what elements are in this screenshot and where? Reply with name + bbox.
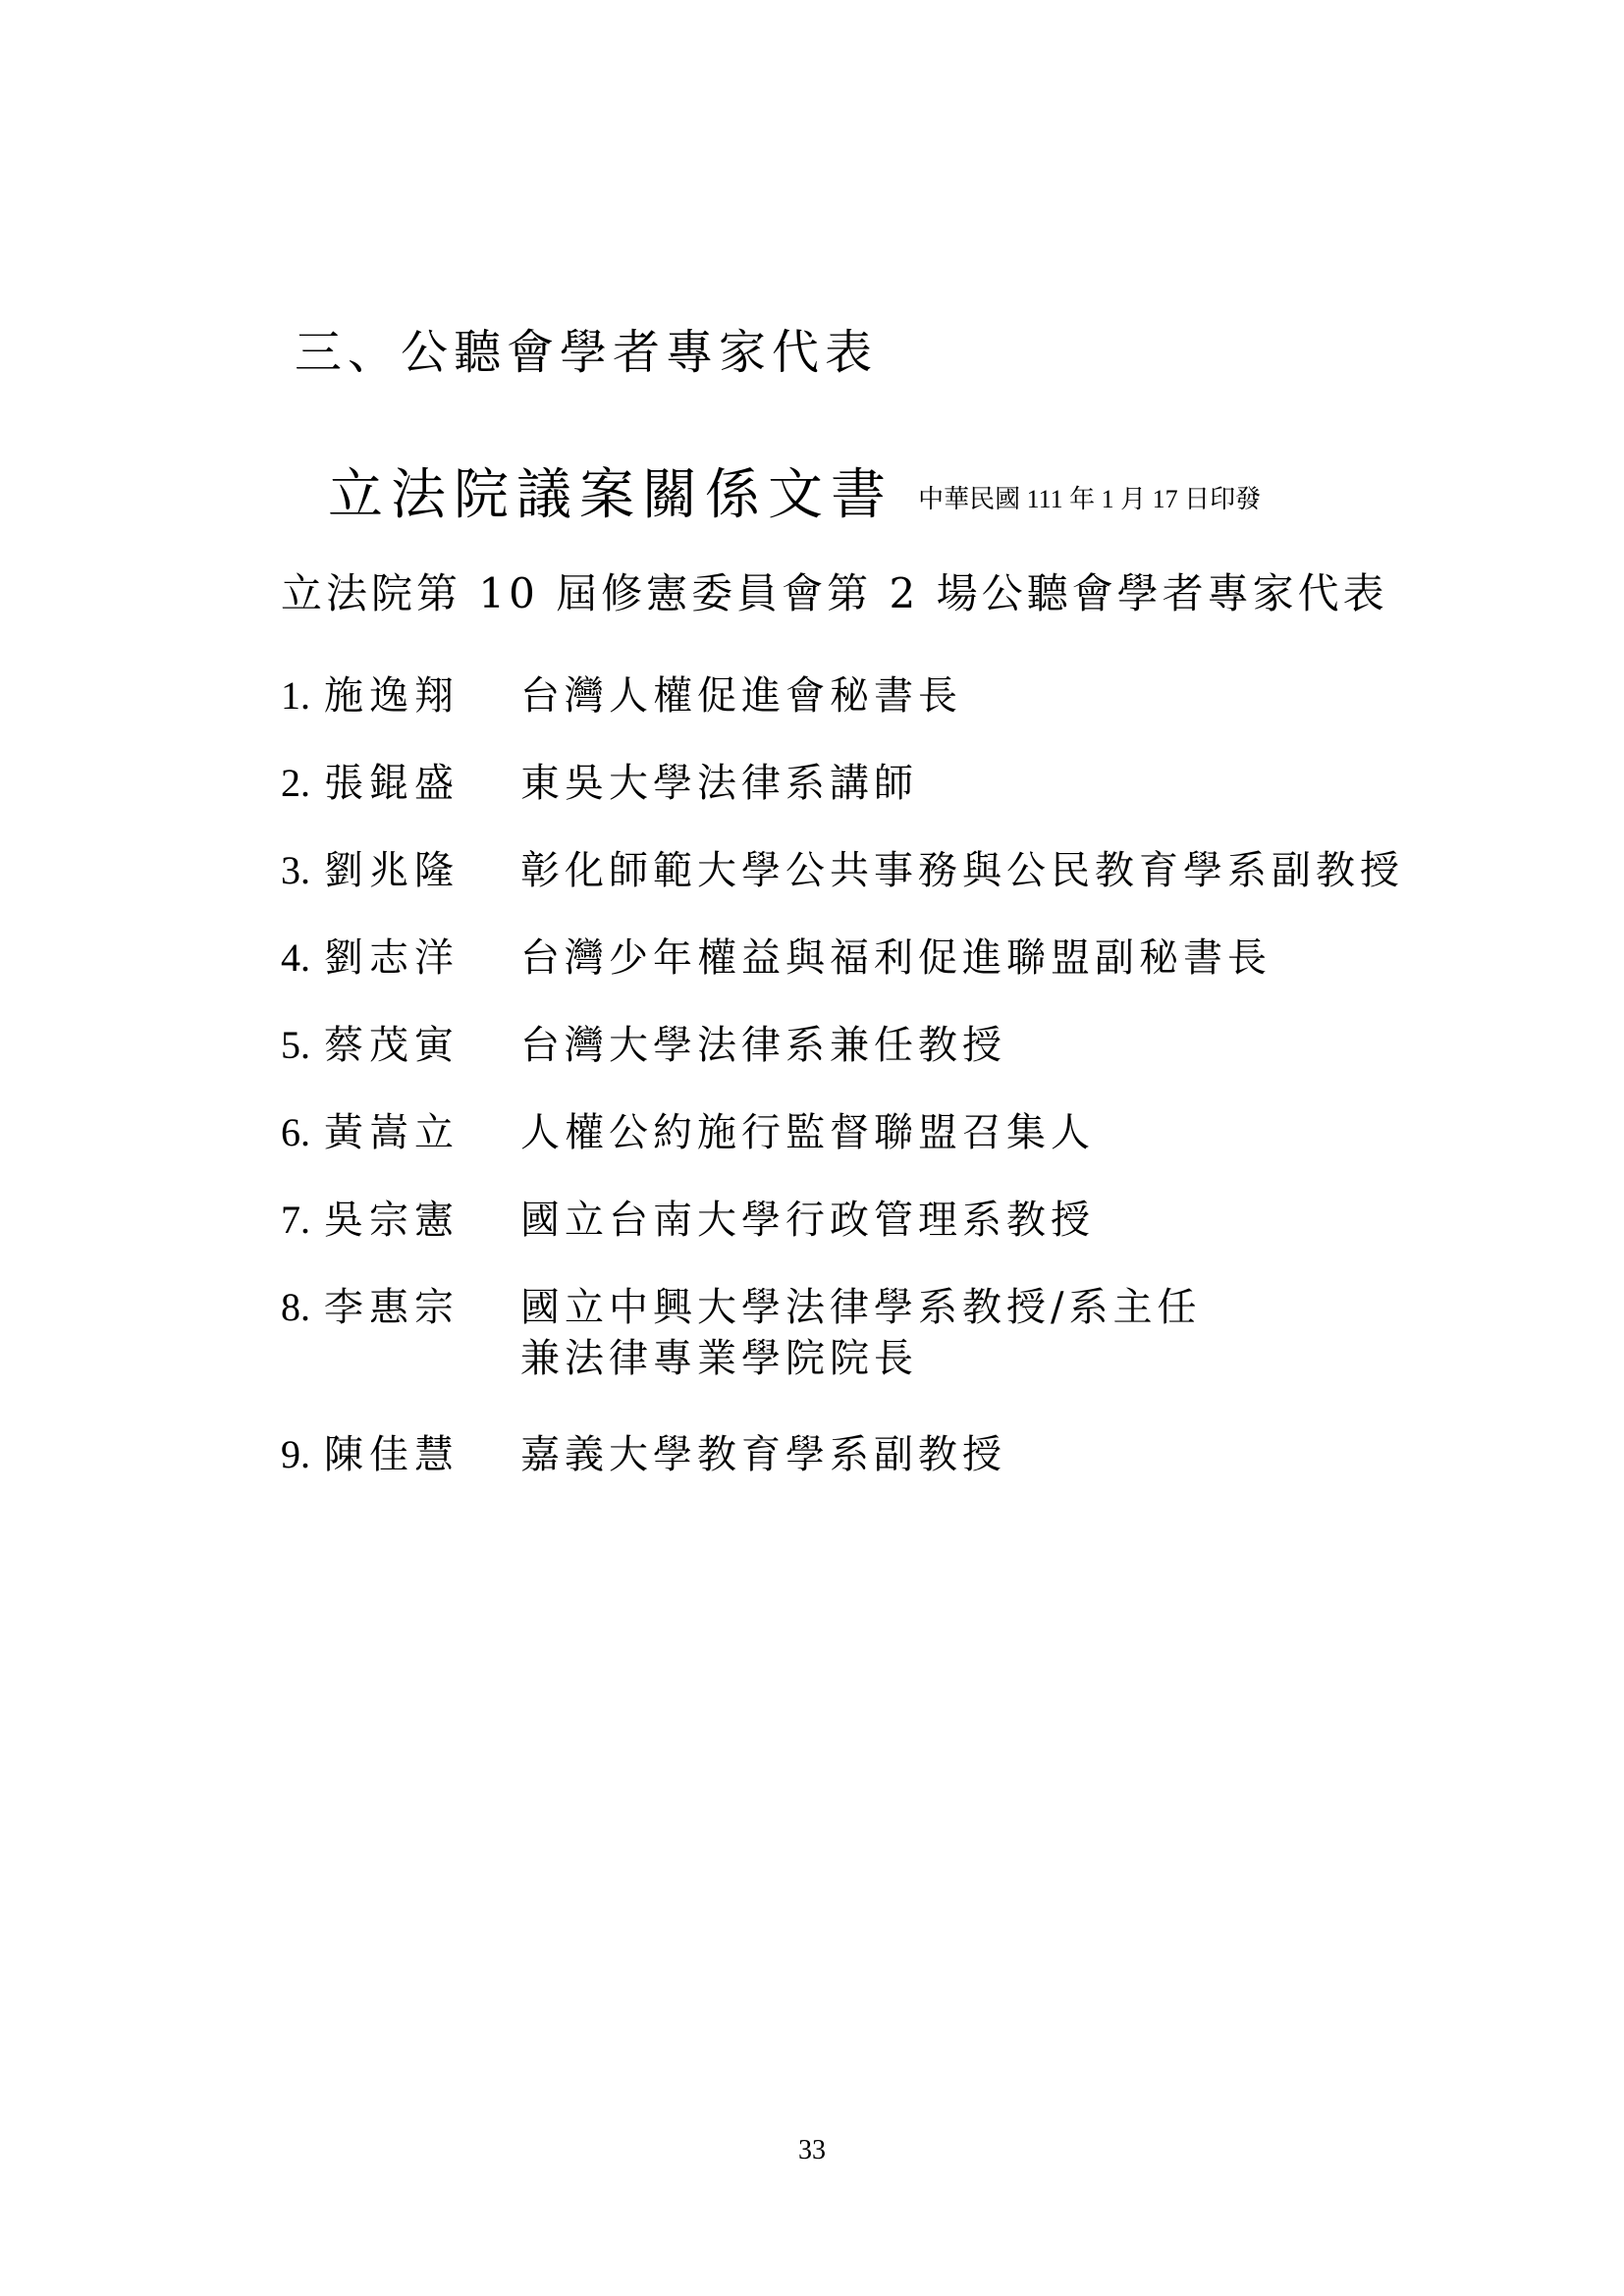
item-number: 4. — [281, 935, 310, 980]
list-item — [281, 1282, 1518, 1429]
expert-name: 李惠宗 — [324, 1285, 460, 1330]
expert-name: 劉志洋 — [324, 935, 460, 981]
item-number: 2. — [281, 761, 310, 805]
item-number: 8. — [281, 1285, 310, 1329]
list-item — [281, 1195, 1518, 1282]
list-item — [281, 1020, 1518, 1107]
expert-title: 嘉義大學教育學系副教授 — [520, 1432, 1006, 1477]
issue-date: 中華民國 111 年 1 月 17 日印發 — [918, 485, 1262, 513]
expert-title-line-1: 國立中興大學法律學系教授/系主任 — [520, 1285, 1202, 1330]
list-item — [281, 933, 1518, 1020]
expert-title-line-2: 兼法律專業學院院長 — [520, 1336, 918, 1381]
list-item — [281, 845, 1518, 933]
list-item — [281, 758, 1518, 845]
list-item — [281, 670, 1518, 758]
expert-title: 國立台南大學行政管理系教授 — [520, 1198, 1095, 1243]
list-item — [281, 1429, 1518, 1517]
item-number: 7. — [281, 1198, 310, 1242]
document-header — [328, 452, 1261, 530]
expert-list — [281, 670, 1518, 1517]
expert-title: 台灣少年權益與福利促進聯盟副秘書長 — [520, 935, 1272, 981]
expert-name: 陳佳慧 — [324, 1432, 460, 1477]
item-number: 6. — [281, 1110, 310, 1154]
expert-name: 蔡茂寅 — [324, 1023, 460, 1068]
item-number: 1. — [281, 673, 310, 718]
expert-name: 劉兆隆 — [324, 848, 460, 893]
expert-name: 施逸翔 — [324, 673, 460, 719]
expert-title: 台灣人權促進會秘書長 — [520, 673, 962, 719]
expert-title: 台灣大學法律系兼任教授 — [520, 1023, 1006, 1068]
item-number: 3. — [281, 848, 310, 892]
document-title: 立法院議案關係文書 — [328, 463, 893, 527]
list-item — [281, 1107, 1518, 1195]
section-heading: 三、公聽會學者專家代表 — [295, 325, 879, 380]
expert-title: 東吳大學法律系講師 — [520, 761, 918, 806]
hearing-subtitle: 立法院第 10 屆修憲委員會第 2 場公聽會學者專家代表 — [281, 569, 1388, 617]
expert-title — [520, 1282, 1201, 1384]
page-number: 33 — [798, 2135, 826, 2165]
expert-title: 人權公約施行監督聯盟召集人 — [520, 1110, 1095, 1155]
item-number: 5. — [281, 1023, 310, 1067]
expert-title: 彰化師範大學公共事務與公民教育學系副教授 — [520, 848, 1404, 893]
expert-name: 張錕盛 — [324, 761, 460, 806]
expert-name: 黃嵩立 — [324, 1110, 460, 1155]
item-number: 9. — [281, 1432, 310, 1476]
expert-name: 吳宗憲 — [324, 1198, 460, 1243]
